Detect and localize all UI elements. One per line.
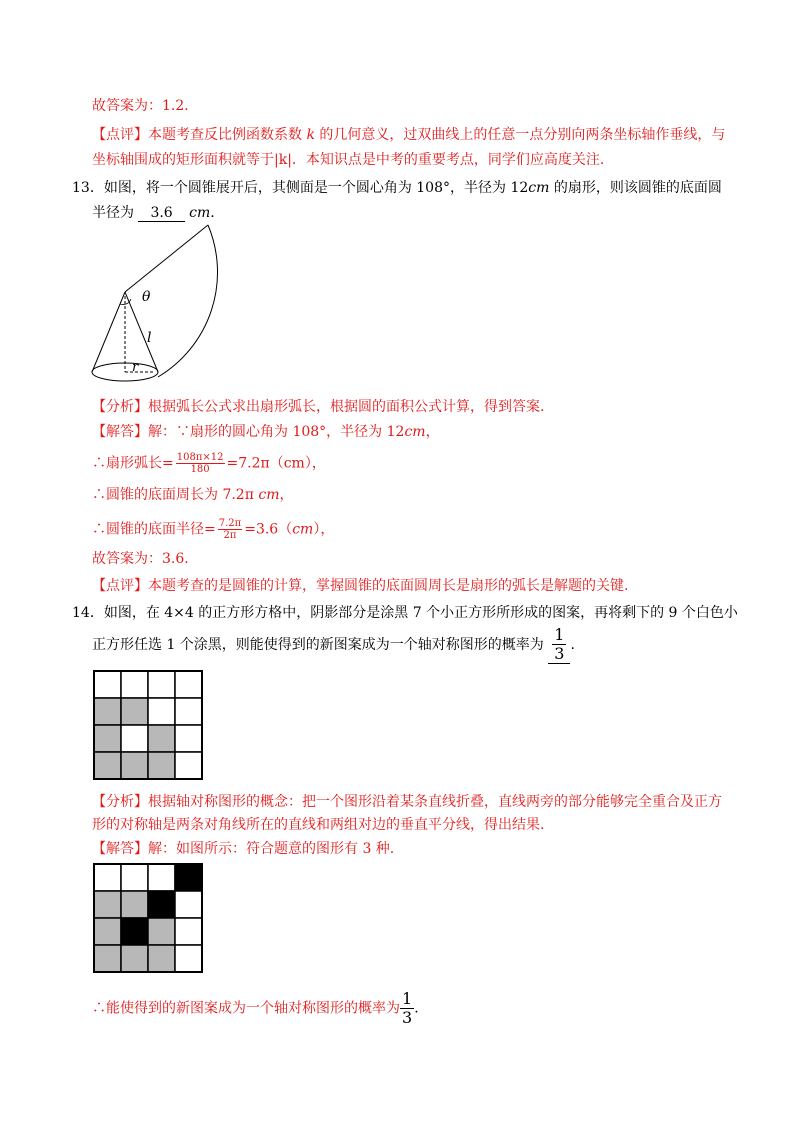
grid-cell-white xyxy=(121,864,148,891)
fraction-numerator: 1 xyxy=(554,625,565,644)
grid-cell-gray xyxy=(148,945,175,972)
grid-cell-gray xyxy=(121,698,148,725)
q14-analysis-1 xyxy=(92,792,722,812)
grid-cell-gray xyxy=(148,918,175,945)
grid-cell-black xyxy=(121,918,148,945)
grid-figure-solution xyxy=(92,862,204,974)
solution-text: 解：∵扇形的圆心角为 108°，半径为 12 xyxy=(148,424,405,440)
q14-solution xyxy=(92,839,394,859)
grid-cell-white xyxy=(148,671,175,698)
comment-tag: 【点评】 xyxy=(92,127,148,143)
grid-cell-gray xyxy=(94,698,121,725)
unit: cm xyxy=(189,205,211,221)
grid-cell-gray xyxy=(148,752,175,779)
step-text: ∴圆锥的底面周长为 7.2π xyxy=(92,487,254,503)
q13-answer-blank: 3.6 xyxy=(138,205,184,222)
radius-fraction xyxy=(218,518,242,541)
grid-cell-white xyxy=(175,671,202,698)
q14-line-2 xyxy=(92,626,575,664)
prev-comment-line-2: 坐标轴围成的矩形面积就等于|k|．本知识点是中考的重要考点，同学们应高度关注. xyxy=(92,152,605,168)
grid-cell-white xyxy=(175,918,202,945)
q13-step-2 xyxy=(92,485,294,505)
step-text: ）， xyxy=(313,521,335,538)
conclusion-text: . xyxy=(414,1000,419,1017)
analysis-tag: 【分析】 xyxy=(92,399,148,415)
fraction-denominator: 180 xyxy=(190,464,210,475)
grid-cell-white xyxy=(175,752,202,779)
grid-cell-gray xyxy=(121,945,148,972)
q13-text: 如图，将一个圆锥展开后，其侧面是一个圆心角为 108°，半径为 12 xyxy=(103,180,529,196)
q14-number: 14． xyxy=(72,605,104,621)
solution-tag: 【解答】 xyxy=(92,424,148,440)
q13-line-1 xyxy=(72,178,722,198)
grid-cell-black xyxy=(148,891,175,918)
fraction-numerator: 7.2π xyxy=(218,518,242,529)
sector-radius-line xyxy=(125,225,208,292)
q13-text: . xyxy=(210,205,215,221)
q13-text: 半径为 xyxy=(92,205,134,221)
fraction-denominator: 3 xyxy=(402,1008,413,1027)
grid-figure-question xyxy=(92,669,204,781)
grid-cell-white xyxy=(121,671,148,698)
analysis-tag: 【分析】 xyxy=(92,794,148,810)
grid-cell-gray xyxy=(94,891,121,918)
grid-cell-white xyxy=(175,891,202,918)
comment-text: 的几何意义，过双曲线上的任意一点分别向两条坐标轴作垂线，与 xyxy=(319,127,726,143)
grid-cell-white xyxy=(121,725,148,752)
grid-cell-white xyxy=(175,698,202,725)
analysis-text: 根据弧长公式求出扇形弧长，根据圆的面积公式计算，得到答案. xyxy=(148,399,545,415)
grid-cell-gray xyxy=(94,918,121,945)
q13-number: 13． xyxy=(72,180,104,196)
l-label: l xyxy=(147,330,152,346)
comment-tag: 【点评】 xyxy=(92,578,148,594)
q14-text: . xyxy=(570,637,575,653)
q14-answer-fraction xyxy=(548,626,570,664)
unit: cm xyxy=(404,424,426,440)
grid-cell-gray xyxy=(148,725,175,752)
grid-cell-black xyxy=(175,864,202,891)
unit: cm xyxy=(292,521,314,538)
grid-cell-gray xyxy=(121,752,148,779)
solution-tag: 【解答】 xyxy=(92,841,148,857)
solution-text: ， xyxy=(425,424,440,440)
grid-cell-gray xyxy=(94,752,121,779)
comment-text: 本题考查反比例函数系数 xyxy=(148,127,302,143)
grid-cell-white xyxy=(148,864,175,891)
q14-line-1 xyxy=(72,603,738,623)
grid-cell-gray xyxy=(94,945,121,972)
grid-cell-white xyxy=(94,671,121,698)
prev-answer-line: 故答案为：1.2. xyxy=(92,98,189,114)
solution-text: 解：如图所示：符合题意的图形有 3 种. xyxy=(148,841,395,857)
q13-comment xyxy=(92,576,628,596)
q13-step-3: ∴圆锥的底面半径= $\frac{7.2\pi}{2\pi}$ =3.6（cm）， xyxy=(92,518,335,541)
theta-label: θ xyxy=(142,289,151,305)
fraction-numerator: 108π×12 xyxy=(176,452,224,463)
prev-comment-line-1 xyxy=(92,125,725,145)
step-result: 7.2π（cm）， xyxy=(238,455,326,472)
step-text: ， xyxy=(279,487,294,503)
q14-analysis-2: 形的对称轴是两条对角线所在的直线和两组对边的垂直平分线，得出结果. xyxy=(92,817,545,833)
comment-text: 本题考查的是圆锥的计算，掌握圆锥的底面圆周长是扇形的弧长是解题的关键. xyxy=(148,578,629,594)
q13-analysis xyxy=(92,397,544,417)
unit: cm xyxy=(528,180,550,196)
q14-text: 正方形任选 1 个涂黑，则能使得到的新图案成为一个轴对称图形的概率为 xyxy=(92,637,544,653)
analysis-text: 根据轴对称图形的概念：把一个图形沿着某条直线折叠，直线两旁的部分能够完全重合及正方 xyxy=(148,794,722,810)
step-text: ∴圆锥的底面半径 xyxy=(92,521,204,538)
grid-cell-white xyxy=(148,698,175,725)
q13-solution xyxy=(92,422,440,442)
q13-final: 故答案为：3.6. xyxy=(92,551,189,567)
fraction-denominator: 3 xyxy=(554,644,565,663)
step-text: ∴扇形弧长 xyxy=(92,455,162,472)
q13-step-1: ∴扇形弧长= $\frac{108\pi\times 12}{180}$ =7.2π（cm）， xyxy=(92,452,326,475)
grid-cell-gray xyxy=(121,891,148,918)
q13-text: 的扇形，则该圆锥的底面圆 xyxy=(549,180,722,196)
fraction-numerator: 1 xyxy=(402,989,413,1008)
grid-cell-gray xyxy=(94,725,121,752)
step-result: 3.6（ xyxy=(255,521,293,538)
cone-figure xyxy=(80,220,260,395)
grid-cell-white xyxy=(175,945,202,972)
variable-k: k xyxy=(306,127,315,143)
fraction-denominator: 2π xyxy=(223,530,237,541)
grid-cell-white xyxy=(94,864,121,891)
arc-length-fraction xyxy=(176,452,225,475)
conclusion-fraction xyxy=(400,990,414,1027)
unit: cm xyxy=(258,487,280,503)
q14-conclusion xyxy=(92,990,419,1027)
r-label: r xyxy=(132,360,139,375)
q14-text: 如图，在 4×4 的正方形方格中，阴影部分是涂黑 7 个小正方形所形成的图案，再将剩下的 9 个白色小 xyxy=(103,605,738,621)
conclusion-text: ∴能使得到的新图案成为一个轴对称图形的概率为 xyxy=(92,1000,400,1017)
sector-arc xyxy=(158,225,218,377)
grid-cell-white xyxy=(175,725,202,752)
